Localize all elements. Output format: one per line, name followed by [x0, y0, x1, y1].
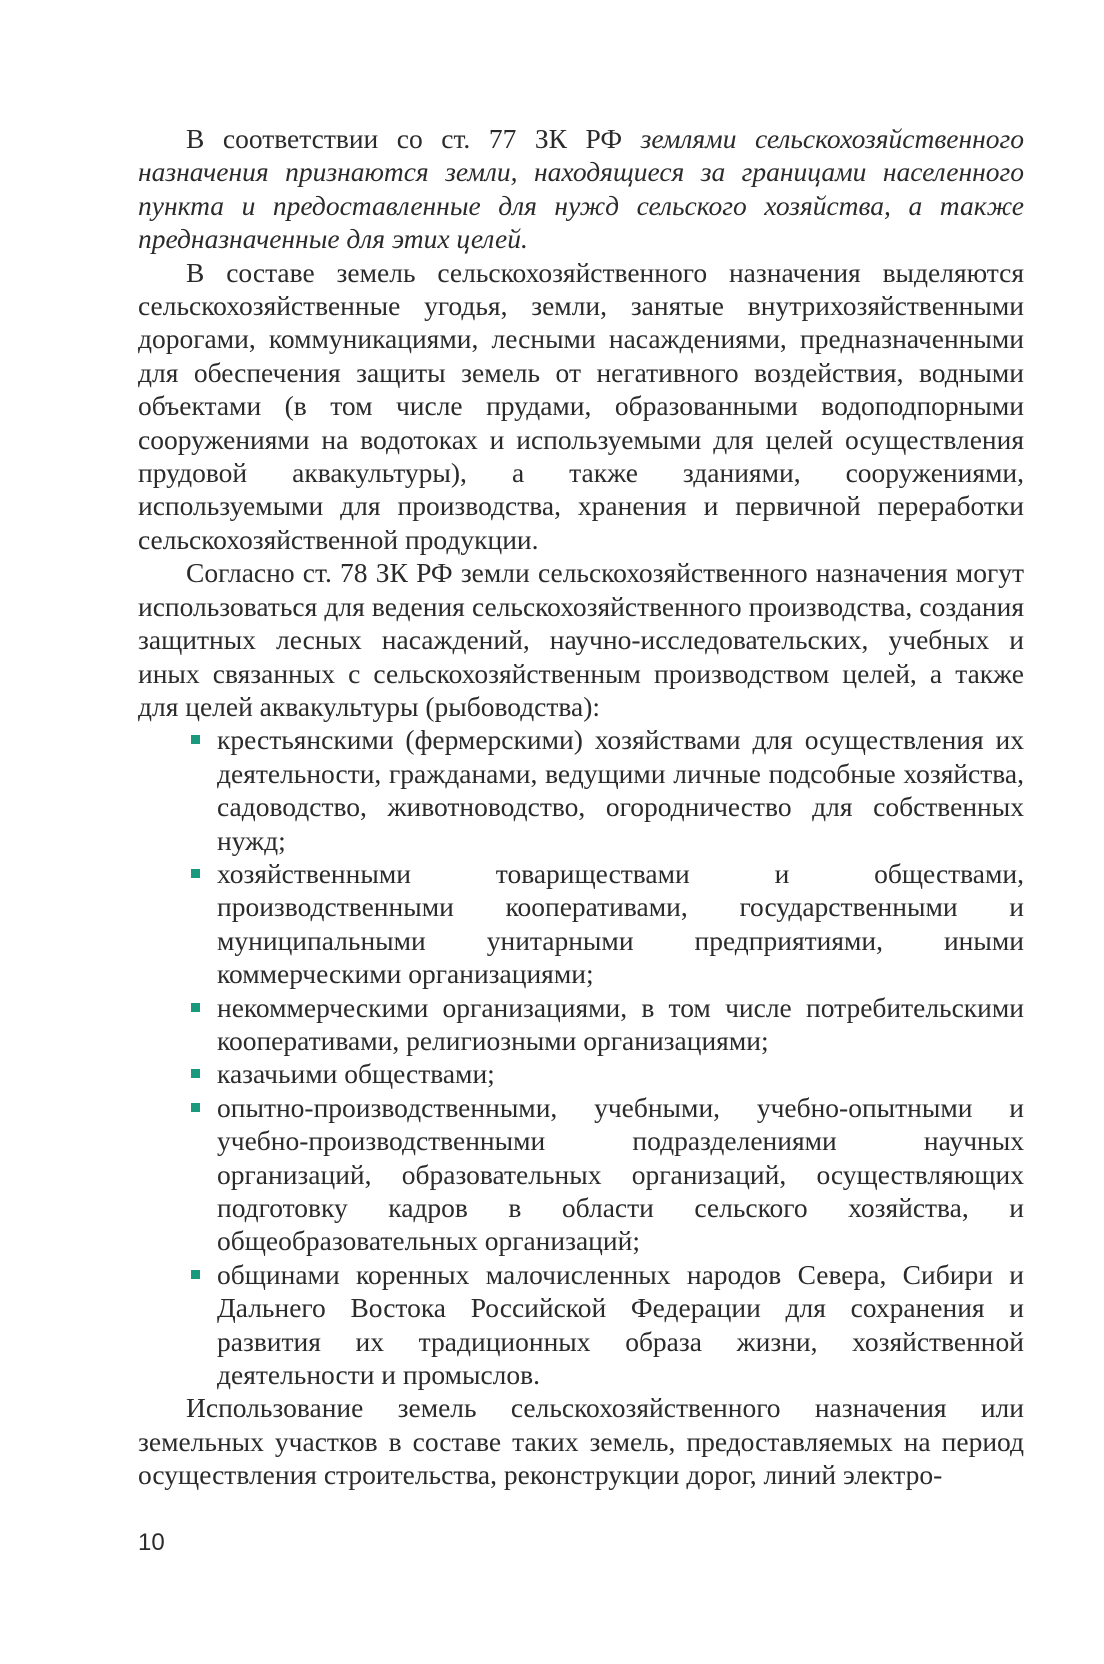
- list-item-text: крестьянскими (фермерскими) хозяйствами для осуществления их деятельности, гражданами, ведущими личные подсобные хозяйства, садоводство, животноводство, огородничество для собственных нужд;: [217, 724, 1024, 856]
- definition-italic: землями сельскохозяйственного назначения признаются земли, находящиеся за границами населенного пункта и предоставленные для нужд сельского хозяйства, а также предназначенные для этих целей.: [138, 123, 1024, 255]
- list-item: [138, 723, 1024, 857]
- paragraph-article-77: [138, 122, 1024, 256]
- page-number: 10: [138, 1529, 165, 1556]
- square-bullet-icon: [191, 735, 200, 744]
- square-bullet-icon: [191, 869, 200, 878]
- square-bullet-icon: [191, 1270, 200, 1279]
- list-item-text: опытно-производственными, учебными, учебно-опытными и учебно-производственными подразделениями научных организаций, образовательных организаций, осуществляющих подготовку кадров в области сельского хозяйства, и общеобразовательных организаций;: [217, 1091, 1024, 1257]
- list-item-text: хозяйственными товариществами и обществами, производственными кооперативами, государственными и муниципальными унитарными предприятиями, иными коммерческими организациями;: [217, 857, 1024, 990]
- page-body: [138, 122, 1024, 1492]
- paragraph-article-77-lead: В соответствии со ст. 77 ЗК РФ: [186, 123, 641, 154]
- square-bullet-icon: [191, 1069, 200, 1078]
- paragraph-land-composition: В составе земель сельскохозяйственного назначения выделяются сельскохозяйственные угодья, земли, занятые внутрихозяйственными дорогами, коммуникациями, лесными насаждениями, предназначенными для обеспечения защиты земель от негативного воздействия, водными объектами (в том числе прудами, образованными водоподпорными сооружениями на водотоках и используемыми для целей осуществления прудовой аквакультуры), а также зданиями, сооружениями, используемыми для производства, хранения и первичной переработки сельскохозяйственной продукции.: [138, 256, 1024, 555]
- list-item-text: общинами коренных малочисленных народов Севера, Сибири и Дальнего Востока Российской Федерации для сохранения и развития их традиционных образа жизни, хозяйственной деятельности и промыслов.: [217, 1258, 1024, 1391]
- list-item-text: казачьими обществами;: [217, 1058, 495, 1090]
- list-item: [138, 1258, 1024, 1392]
- list-item-text: некоммерческими организациями, в том числе потребительскими кооперативами, религиозными организациями;: [217, 991, 1024, 1056]
- list-item: [138, 991, 1024, 1058]
- list-item: [138, 1057, 1024, 1090]
- users-list: [138, 723, 1024, 1391]
- list-item: [138, 1091, 1024, 1258]
- square-bullet-icon: [191, 1003, 200, 1012]
- list-item: [138, 857, 1024, 991]
- paragraph-land-use: Использование земель сельскохозяйственного назначения или земельных участков в составе таких земель, предоставляемых на период осуществления строительства, реконструкции дорог, линий электро-: [138, 1392, 1024, 1491]
- paragraph-article-78: Согласно ст. 78 ЗК РФ земли сельскохозяйственного назначения могут использоваться для ведения сельскохозяйственного производства, создания защитных лесных насаждений, научно-исследовательских, учебных и иных связанных с сельскохозяйственным производством целей, а также для целей аквакультуры (рыбоводства):: [138, 557, 1024, 722]
- square-bullet-icon: [191, 1103, 200, 1112]
